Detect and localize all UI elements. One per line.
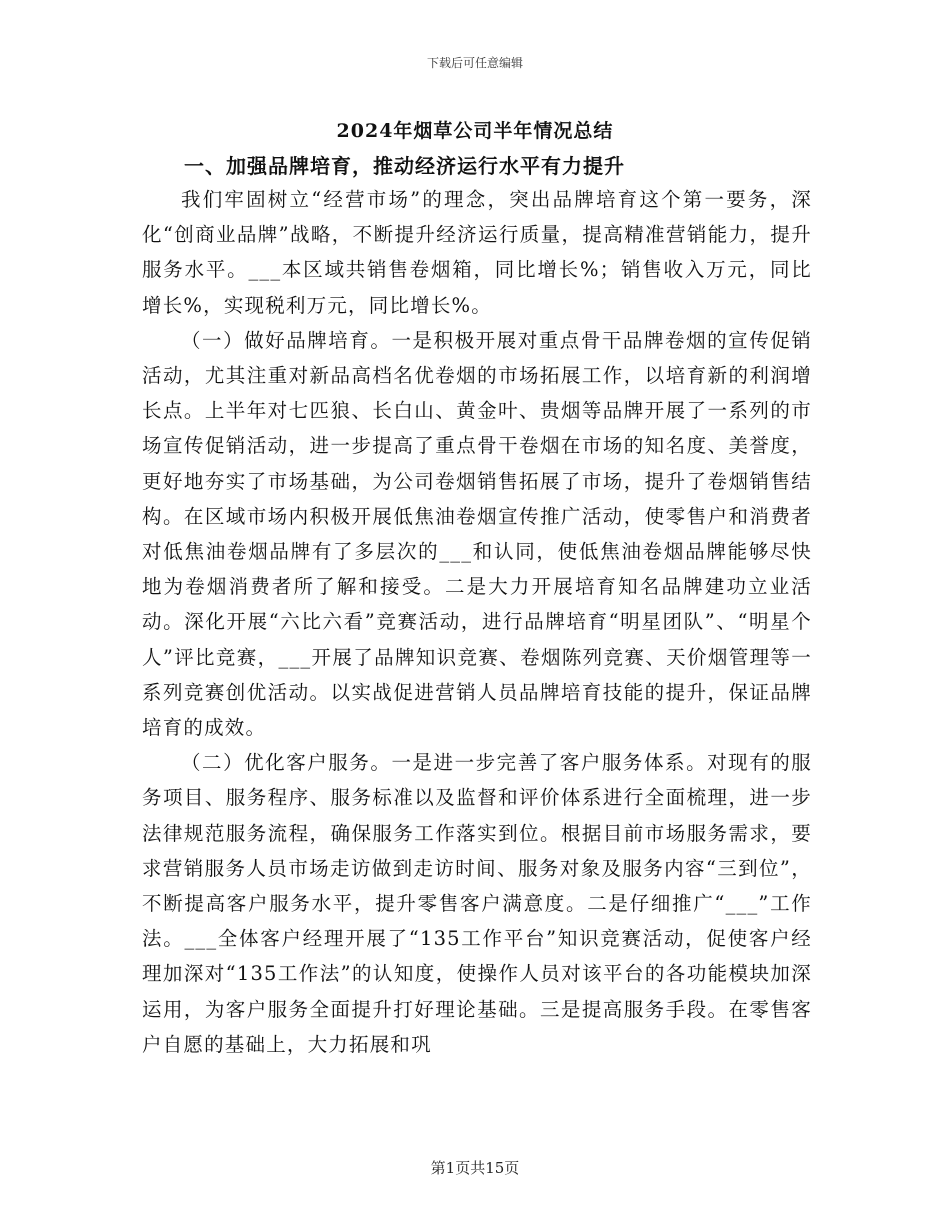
section-heading: 一、加强品牌培育，推动经济运行水平有力提升 xyxy=(184,154,625,178)
paragraph-customer-service: （二）优化客户服务。一是进一步完善了客户服务体系。对现有的服务项目、服务程序、服务标准以及监督和评价体系进行全面梳理，进一步法律规范服务流程，确保服务工作落实到位。根据目前市场服务需求，要求营销服务人员市场走访做到走访时间、服务对象及服务内容“三到位”，不断提高客户服务水平，提升零售客户满意度。二是仔细推广“___”工作法。___全体客户经理开展了“135工作平台”知识竞赛活动，促使客户经理加深对“135工作法”的认知度，使操作人员对该平台的各功能模块加深运用，为客户服务全面提升打好理论基础。三是提高服务手段。在零售客户自愿的基础上，大力拓展和巩 xyxy=(142,751,812,1056)
document-title: 2024年烟草公司半年情况总结 xyxy=(336,120,614,142)
paragraph-brand-cultivation: （一）做好品牌培育。一是积极开展对重点骨干品牌卷烟的宣传促销活动，尤其注重对新品高档名优卷烟的市场拓展工作，以培育新的利润增长点。上半年对七匹狼、长白山、黄金叶、贵烟等品牌开展了一系列的市场宣传促销活动，进一步提高了重点骨干卷烟在市场的知名度、美誉度，更好地夯实了市场基础，为公司卷烟销售拓展了市场，提升了卷烟销售结构。在区域市场内积极开展低焦油卷烟宣传推广活动，使零售户和消费者对低焦油卷烟品牌有了多层次的___和认同，使低焦油卷烟品牌能够尽快地为卷烟消费者所了解和接受。二是大力开展培育知名品牌建功立业活动。深化开展“六比六看”竞赛活动，进行品牌培育“明星团队”、“明星个人”评比竞赛，___开展了品牌知识竞赛、卷烟陈列竞赛、天价烟管理等一系列竞赛创优活动。以实战促进营销人员品牌培育技能的提升，保证品牌培育的成效。 xyxy=(142,328,812,740)
paragraph-intro: 我们牢固树立“经营市场”的理念，突出品牌培育这个第一要务，深化“创商业品牌”战略，不断提升经济运行质量，提高精准营销能力，提升服务水平。___本区域共销售卷烟箱，同比增长%；销售收入万元，同比增长%，实现税利万元，同比增长%。 xyxy=(142,188,812,317)
header-note: 下载后可任意编辑 xyxy=(426,56,523,70)
document-body xyxy=(142,182,812,1062)
page-footer: 第1页共15页 xyxy=(430,1159,520,1177)
